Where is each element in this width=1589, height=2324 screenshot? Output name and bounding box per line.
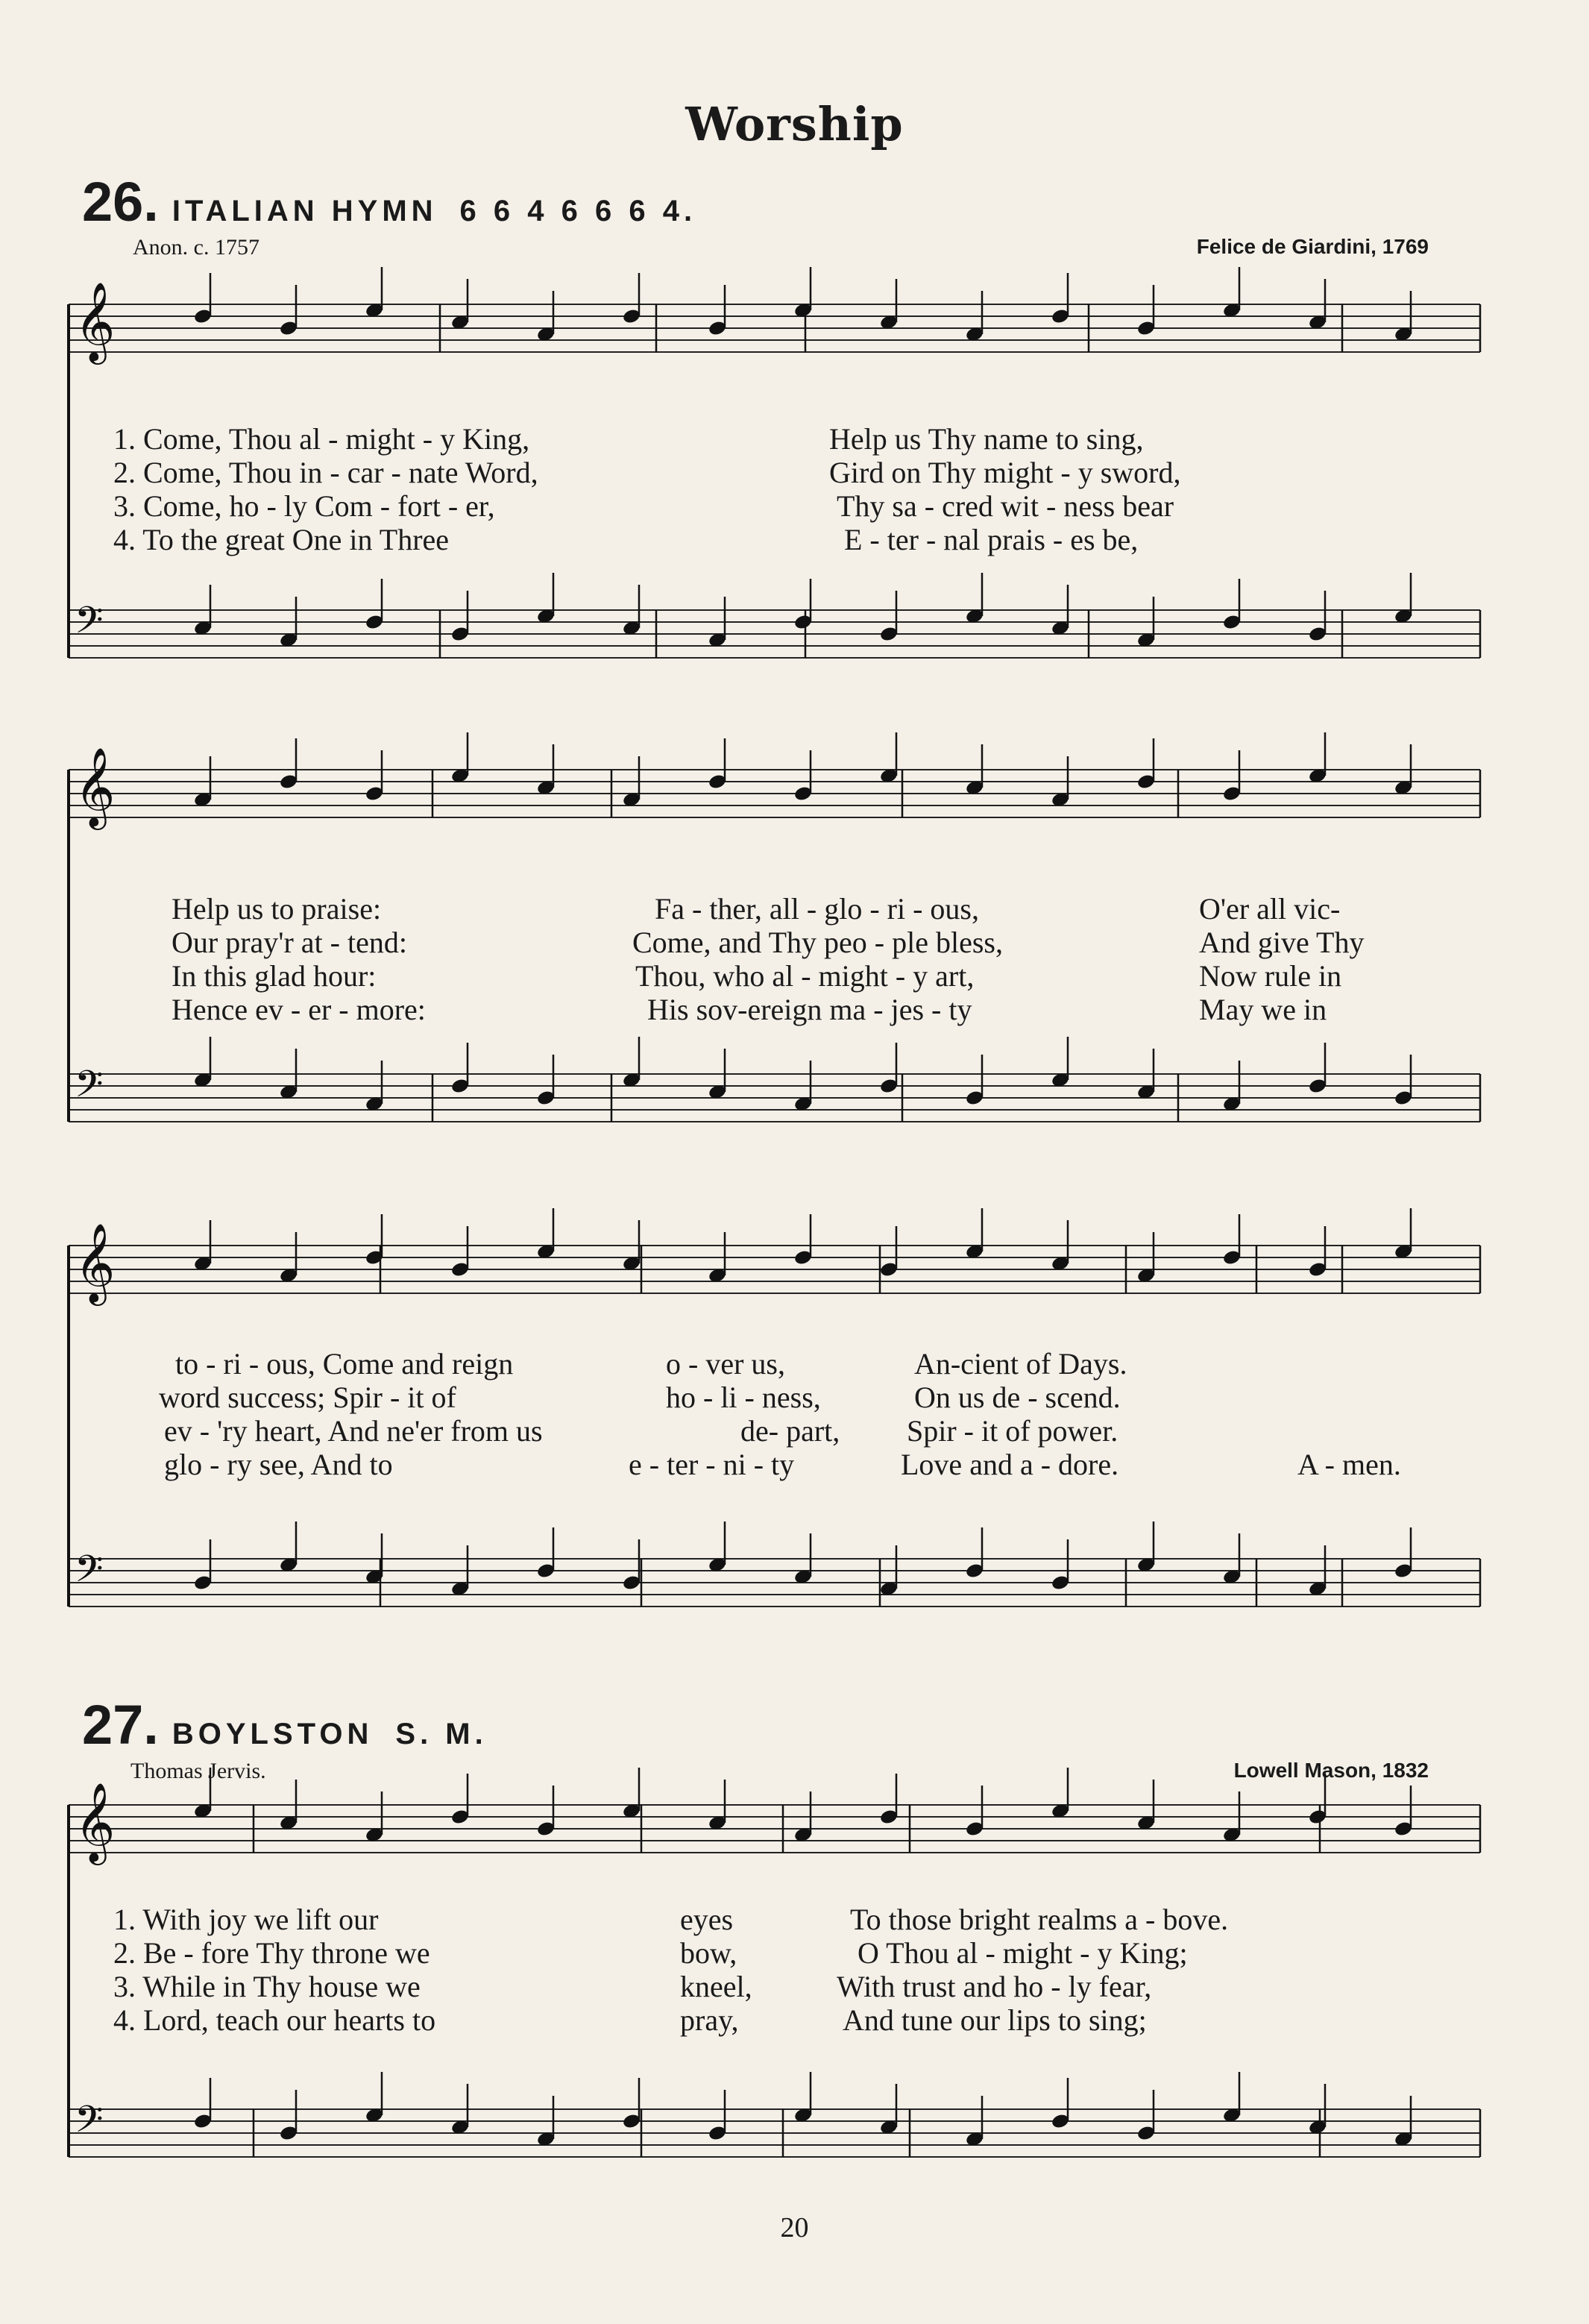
verse-1-line-b: Help us Thy name to sing, [829,422,1144,456]
verse-4-line-c: Love and a - dore. [901,1448,1119,1481]
hymn-number: 27. [82,1694,159,1756]
verse-1-line-c: An-cient of Days. [914,1347,1127,1381]
verse-3-line-c: Now rule in [1199,959,1342,993]
treble-clef-icon: 𝄞 [75,1222,116,1302]
verse-4-line-b: pray, [680,2003,739,2037]
verse-2-line-a: 2. Come, Thou in - car - nate Word, [113,456,538,489]
verse-3-line-a: In this glad hour: [172,959,377,993]
hymn-meter: 6 6 4 6 6 6 4. [459,195,697,227]
words-credit: Anon. c. 1757 [133,235,259,260]
verse-3-line-b: Thy sa - cred wit - ness bear [837,489,1174,523]
page-number: 20 [780,2212,809,2243]
bass-clef-icon: 𝄢 [75,2098,104,2150]
hymn-tune-name: ITALIAN HYMN [172,195,438,227]
words-credit: Thomas Jervis. [130,1759,266,1783]
section-title: Worship [685,97,904,151]
verse-4-line-a: Hence ev - er - more: [172,993,426,1026]
verse-2-line-b: Gird on Thy might - y sword, [829,456,1181,489]
verse-4-line-b: E - ter - nal prais - es be, [844,523,1139,556]
verse-1-line-a: 1. With joy we lift our [113,1903,379,1936]
verse-2-line-a: word success; Spir - it of [159,1381,456,1414]
verse-3-line-a: 3. Come, ho - ly Com - fort - er, [113,489,495,523]
verse-3-line-a: ev - 'ry heart, And ne'er from us [164,1414,543,1448]
verse-4-line-a: 4. Lord, teach our hearts to [113,2003,436,2037]
verse-3-line-b: Thou, who al - might - y art, [635,959,975,993]
treble-clef-icon: 𝄞 [75,747,116,826]
verse-2-line-c: And give Thy [1199,926,1365,959]
verse-1-line-b: Fa - ther, all - glo - ri - ous, [655,892,979,926]
bass-clef-icon: 𝄢 [75,599,104,651]
verse-1-line-b: eyes [680,1903,734,1936]
amen-text: A - men. [1297,1448,1401,1481]
verse-3-line-b: kneel, [680,1970,752,2003]
verse-3-line-a: 3. While in Thy house we [113,1970,421,2003]
verse-4-line-a: 4. To the great One in Three [113,523,450,556]
verse-2-line-c: O Thou al - might - y King; [858,1936,1188,1970]
verse-2-line-a: 2. Be - fore Thy throne we [113,1936,430,1970]
verse-1-line-c: O'er all vic- [1199,892,1341,926]
music-credit: Lowell Mason, 1832 [1233,1759,1429,1782]
verse-3-line-c: With trust and ho - ly fear, [837,1970,1152,2003]
verse-1-line-a: to - ri - ous, Come and reign [175,1347,514,1381]
verse-4-line-a: glo - ry see, And to [164,1448,393,1481]
verse-4-line-c: And tune our lips to sing; [843,2003,1147,2037]
verse-4-line-b: e - ter - ni - ty [629,1448,795,1481]
music-credit: Felice de Giardini, 1769 [1196,235,1429,258]
treble-clef-icon: 𝄞 [75,1782,116,1862]
verse-2-line-b: Come, and Thy peo - ple bless, [632,926,1003,959]
treble-clef-icon: 𝄞 [75,281,116,361]
verse-1-line-c: To those bright realms a - bove. [850,1903,1229,1936]
verse-4-line-b: His sov-ereign ma - jes - ty [647,993,972,1026]
verse-2-line-b: ho - li - ness, [666,1381,821,1414]
verse-4-line-c: May we in [1199,993,1327,1026]
verse-2-line-c: On us de - scend. [914,1381,1121,1414]
verse-1-line-a: 1. Come, Thou al - might - y King, [113,422,530,456]
verse-1-line-b: o - ver us, [666,1347,785,1381]
verse-2-line-a: Our pray'r at - tend: [172,926,407,959]
verse-3-line-c: Spir - it of power. [907,1414,1118,1448]
verse-1-line-a: Help us to praise: [172,892,382,926]
verse-2-line-b: bow, [680,1936,737,1970]
bass-clef-icon: 𝄢 [75,1063,104,1115]
hymn-tune-name: BOYLSTON [172,1718,374,1750]
verse-3-line-b: de- part, [740,1414,840,1448]
hymn-meter: S. M. [395,1718,488,1750]
bass-clef-icon: 𝄢 [75,1548,104,1600]
hymn-number: 26. [82,171,159,233]
